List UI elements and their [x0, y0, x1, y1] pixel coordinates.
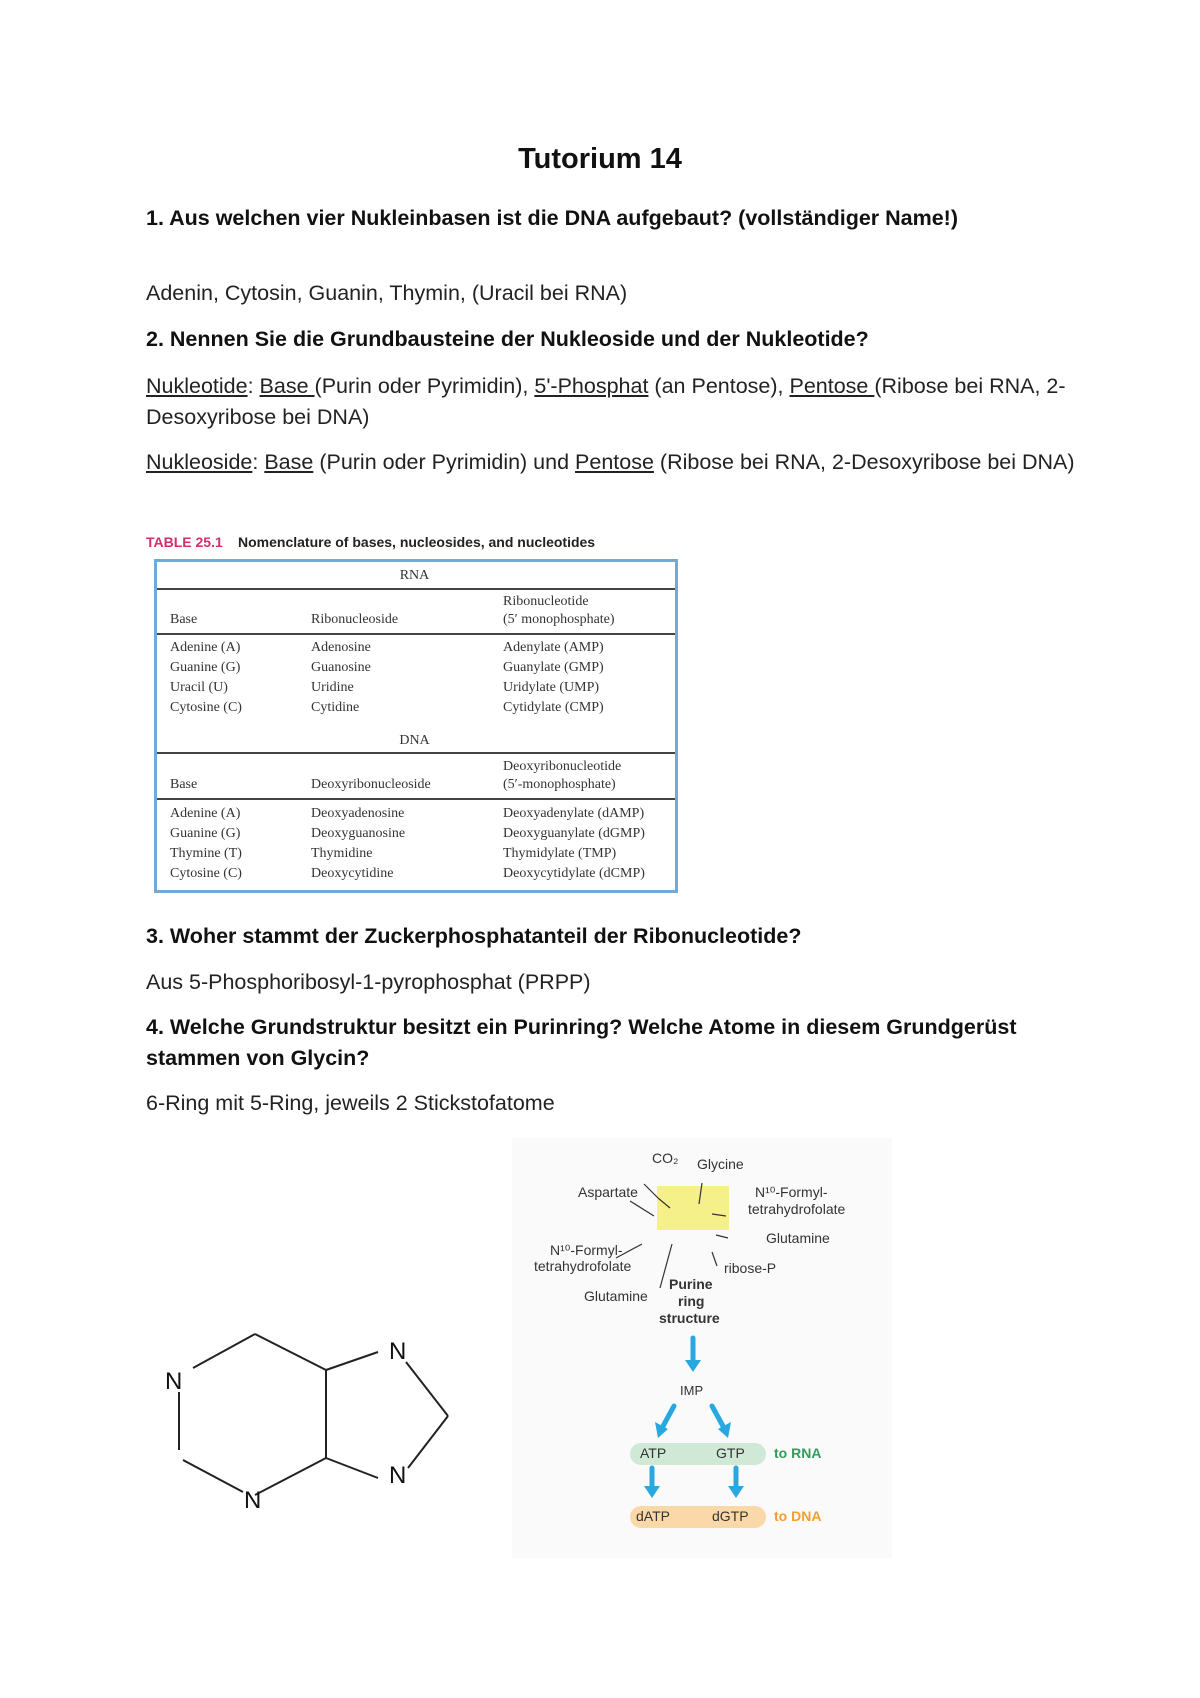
- dna-cell: Adenine (A): [170, 806, 241, 821]
- rna-cell: Guanine (G): [170, 660, 241, 675]
- answer-3: Aus 5-Phosphoribosyl-1-pyrophosphat (PRPP): [146, 970, 591, 994]
- rna-cell: Uracil (U): [170, 680, 228, 695]
- answer-4: 6-Ring mit 5-Ring, jeweils 2 Stickstofatome: [146, 1091, 555, 1115]
- dna-cell: Thymidine: [311, 846, 373, 861]
- gtp-label: GTP: [716, 1445, 745, 1461]
- divider: [157, 633, 675, 635]
- ns-base-paren: (Purin oder Pyrimidin) und: [313, 450, 576, 474]
- purine-label-1: Purine: [669, 1276, 713, 1292]
- table-caption: [146, 526, 683, 556]
- glutamine-right-label: Glutamine: [766, 1230, 830, 1246]
- answer-2-nukleotide: Nukleotide: Base (Purin oder Pyrimidin), 5'-Phosphat (an Pentose), Pentose (Ribose bei RNA, 2-Desoxyribose bei DNA): [146, 374, 1066, 429]
- dna-header-nucleoside: Deoxyribonucleoside: [311, 777, 431, 792]
- dna-cell: Deoxyguanylate (dGMP): [503, 826, 645, 841]
- rna-header-nucleotide-sub: (5′ monophosphate): [503, 612, 615, 627]
- dna-cell: Guanine (G): [170, 826, 241, 841]
- dna-header-nucleotide: Deoxyribonucleotide: [503, 759, 622, 774]
- rna-heading: RNA: [399, 568, 430, 583]
- answer-1: Adenin, Cytosin, Guanin, Thymin, (Uracil bei RNA): [146, 281, 628, 305]
- table-caption-text: Nomenclature of bases, nucleosides, and nucleotides: [238, 534, 596, 550]
- ribose-p-label: ribose-P: [724, 1260, 777, 1276]
- atp-label: ATP: [640, 1445, 667, 1461]
- purine-skeleton-drawing: [163, 1320, 463, 1540]
- ns-base: Base: [264, 450, 314, 474]
- nt-pentose: Pentose: [789, 374, 875, 398]
- nt-pentose-paren: (Ribose bei RNA, 2-Desoxyribose bei DNA): [146, 374, 1066, 429]
- dna-header-nucleotide-sub: (5′-monophosphate): [503, 777, 616, 792]
- question-3: 3. Woher stammt der Zuckerphosphatanteil der Ribonucleotide?: [146, 924, 802, 948]
- table-frame: [154, 559, 678, 893]
- dna-cell: Thymidylate (TMP): [503, 846, 617, 861]
- to-rna-label: to RNA: [774, 1445, 822, 1461]
- divider: [157, 588, 675, 590]
- rna-cell: Guanosine: [311, 660, 371, 675]
- dna-header-base: Base: [170, 777, 198, 792]
- rna-cell: Cytidylate (CMP): [503, 700, 604, 715]
- dna-cell: Cytosine (C): [170, 866, 242, 881]
- purine-label-3: structure: [659, 1310, 720, 1326]
- rna-cell: Adenylate (AMP): [503, 640, 604, 655]
- dna-cell: Thymine (T): [170, 846, 242, 861]
- formyl-top-2: tetrahydrofolate: [748, 1201, 846, 1217]
- dna-heading: DNA: [399, 733, 430, 748]
- divider: [157, 752, 675, 754]
- purine-biosynthesis-figure: [512, 1138, 892, 1558]
- purine-atom-n1: N: [165, 1368, 183, 1395]
- dna-cell: Deoxycytidylate (dCMP): [503, 866, 645, 881]
- purine-skeleton-structure: [163, 1320, 463, 1540]
- purine-atom-n9: N: [389, 1462, 407, 1489]
- formyl-top-1: N¹⁰-Formyl-: [755, 1184, 828, 1200]
- rna-cell: Cytidine: [311, 700, 360, 715]
- to-dna-label: to DNA: [774, 1508, 822, 1524]
- nt-phosphat-paren: (an Pentose),: [648, 374, 790, 398]
- purine-atom-n3: N: [244, 1487, 262, 1514]
- dgtp-label: dGTP: [712, 1508, 749, 1524]
- nukleotide-label: Nukleotide: [146, 374, 248, 398]
- question-4: 4. Welche Grundstruktur besitzt ein Purinring? Welche Atome in diesem Grundgerüst stammen von Glycin?: [146, 1015, 1017, 1070]
- table-number: TABLE 25.1: [146, 534, 223, 550]
- glycine-label: Glycine: [697, 1156, 744, 1172]
- nt-base-paren: (Purin oder Pyrimidin),: [314, 374, 535, 398]
- rna-header-base: Base: [170, 612, 198, 627]
- purine-label-2: ring: [678, 1293, 705, 1309]
- page-title: Tutorium 14: [518, 143, 682, 175]
- rna-cell: Guanylate (GMP): [503, 660, 604, 675]
- divider: [157, 798, 675, 800]
- rna-cell: Uridylate (UMP): [503, 680, 600, 695]
- rna-cell: Cytosine (C): [170, 700, 242, 715]
- nukleoside-label: Nukleoside: [146, 450, 253, 474]
- answer-2-nukleoside: Nukleoside: Base (Purin oder Pyrimidin) und Pentose (Ribose bei RNA, 2-Desoxyribose bei DNA): [146, 450, 1075, 474]
- question-1: 1. Aus welchen vier Nukleinbasen ist die DNA aufgebaut? (vollständiger Name!): [146, 206, 959, 230]
- dna-cell: Deoxyadenylate (dAMP): [503, 806, 645, 821]
- datp-label: dATP: [636, 1508, 670, 1524]
- nomenclature-table-figure: [146, 526, 683, 896]
- formyl-left-1: N¹⁰-Formyl-: [550, 1242, 623, 1258]
- dna-cell: Deoxyadenosine: [311, 806, 405, 821]
- rna-cell: Adenosine: [311, 640, 371, 655]
- rna-header-nucleotide: Ribonucleotide: [503, 594, 589, 609]
- imp-label: IMP: [680, 1383, 704, 1398]
- dna-cell: Deoxycytidine: [311, 866, 394, 881]
- rna-cell: Uridine: [311, 680, 354, 695]
- dna-cell: Deoxyguanosine: [311, 826, 406, 841]
- nt-phosphat: 5'-Phosphat: [534, 374, 649, 398]
- glycine-highlight: [657, 1186, 729, 1230]
- rna-cell: Adenine (A): [170, 640, 241, 655]
- question-2: 2. Nennen Sie die Grundbausteine der Nukleoside und der Nukleotide?: [146, 327, 869, 351]
- aspartate-label: Aspartate: [578, 1184, 638, 1200]
- co2-label: CO₂: [652, 1150, 679, 1166]
- ns-pentose-paren: (Ribose bei RNA, 2-Desoxyribose bei DNA): [653, 450, 1075, 474]
- rna-header-nucleoside: Ribonucleoside: [311, 612, 399, 627]
- glutamine-left-label: Glutamine: [584, 1288, 648, 1304]
- ns-pentose: Pentose: [575, 450, 654, 474]
- nt-base: Base: [259, 374, 315, 398]
- formyl-left-2: tetrahydrofolate: [534, 1258, 632, 1274]
- purine-atom-n7: N: [389, 1338, 407, 1365]
